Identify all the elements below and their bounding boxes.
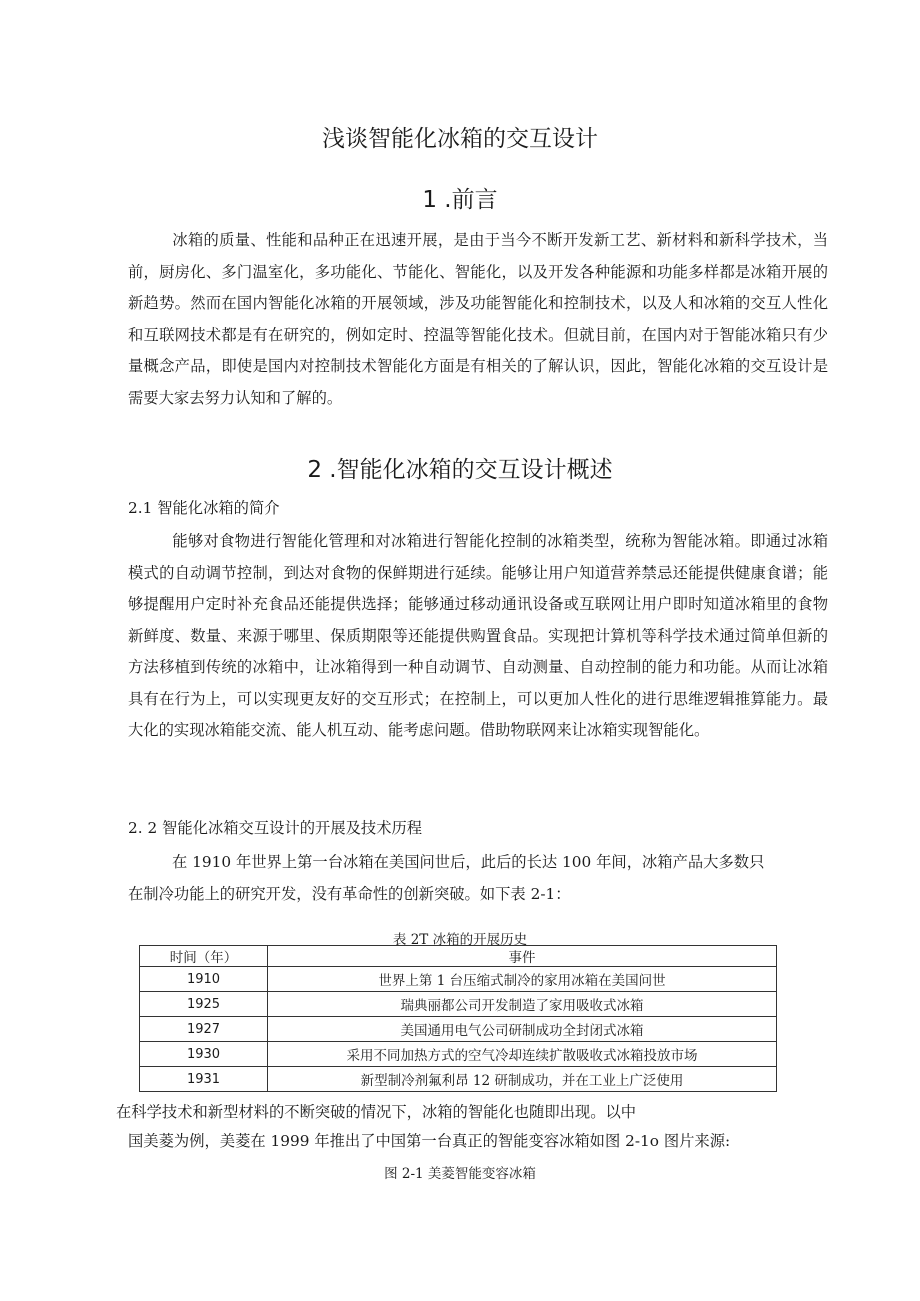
year-cell: 1925 (140, 992, 268, 1017)
subsection-2-1-heading: 2.1 智能化冰箱的简介 (128, 499, 280, 517)
page-title: 浅谈智能化冰箱的交互设计 (322, 126, 598, 152)
table-row (140, 967, 777, 992)
event-cell: 世界上第 1 台压缩式制冷的家用冰箱在美国问世 (268, 967, 777, 992)
subsection-2-2-line-1: 在 1910 年世界上第一台冰箱在美国问世后，此后的长达 100 年间，冰箱产品大多数只 (172, 853, 765, 871)
event-cell: 新型制冷剂氟利昂 12 研制成功，并在工业上广泛使用 (268, 1067, 777, 1092)
event-cell: 采用不同加热方式的空气冷却连续扩散吸收式冰箱投放市场 (268, 1042, 777, 1067)
year-cell: 1910 (140, 967, 268, 992)
header-year: 时间（年） (140, 946, 268, 967)
after-table-line-1: 在科学技术和新型材料的不断突破的情况下，冰箱的智能化也随即出现。以中 (116, 1103, 637, 1121)
event-cell: 美国通用电气公司研制成功全封闭式冰箱 (268, 1017, 777, 1042)
subsection-2-2-heading: 2. 2 智能化冰箱交互设计的开展及技术历程 (128, 819, 423, 837)
table-row (140, 1042, 777, 1067)
year-cell: 1930 (140, 1042, 268, 1067)
section-1-heading: 1 .前言 (422, 187, 498, 213)
table-row (140, 992, 777, 1017)
header-event: 事件 (268, 946, 777, 967)
history-table (139, 945, 777, 1092)
year-cell: 1931 (140, 1067, 268, 1092)
figure-caption: 图 2-1 美菱智能变容冰箱 (384, 1166, 536, 1182)
table-header-row (140, 946, 777, 967)
year-cell: 1927 (140, 1017, 268, 1042)
section-2-heading: 2 .智能化冰箱的交互设计概述 (307, 457, 613, 483)
subsection-2-1-text: 能够对食物进行智能化管理和对冰箱进行智能化控制的冰箱类型，统称为智能冰箱。即通过冰箱模式的自动调节控制，到达对食物的保鲜期进行延续。能够让用户知道营养禁忌还能提供健康食谱；能够提醒用户定时补充食品还能提供选择；能够通过移动通讯设备或互联网让用户即时知道冰箱里的食物新鲜度、数量、来源于哪里、保质期限等还能提供购置食品。实现把计算机等科学技术通过简单但新的方法移植到传统的冰箱中，让冰箱得到一种自动调节、自动测量、自动控制的能力和功能。从而让冰箱具有在行为上，可以实现更友好的交互形式；在控制上，可以更加人性化的进行思维逻辑推算能力。最大化的实现冰箱能交流、能人机互动、能考虑问题。借助物联网来让冰箱实现智能化。 (128, 532, 828, 739)
subsection-2-2-line-2: 在制冷功能上的研究开发，没有革命性的创新突破。如下表 2-1： (128, 885, 571, 903)
subsection-2-1-paragraph (128, 526, 828, 747)
section-1-text: 冰箱的质量、性能和品种正在迅速开展，是由于当今不断开发新工艺、新材料和新科学技术，当前，厨房化、多门温室化，多功能化、节能化、智能化，以及开发各种能源和功能多样都是冰箱开展的新趋势。然而在国内智能化冰箱的开展领域，涉及功能智能化和控制技术，以及人和冰箱的交互人性化和互联网技术都是有在研究的，例如定时、控温等智能化技术。但就目前，在国内对于智能冰箱只有少量概念产品，即使是国内对控制技术智能化方面是有相关的了解认识，因此，智能化冰箱的交互设计是需要大家去努力认知和了解的。 (128, 231, 828, 407)
event-cell: 瑞典丽都公司开发制造了家用吸收式冰箱 (268, 992, 777, 1017)
table-row (140, 1067, 777, 1092)
table-caption: 表 2T 冰箱的开展历史 (392, 932, 528, 948)
section-1-paragraph (128, 225, 828, 414)
table-row (140, 1017, 777, 1042)
after-table-line-2: 国美菱为例，美菱在 1999 年推出了中国第一台真正的智能变容冰箱如图 2-1o 图片来源: (128, 1132, 731, 1150)
